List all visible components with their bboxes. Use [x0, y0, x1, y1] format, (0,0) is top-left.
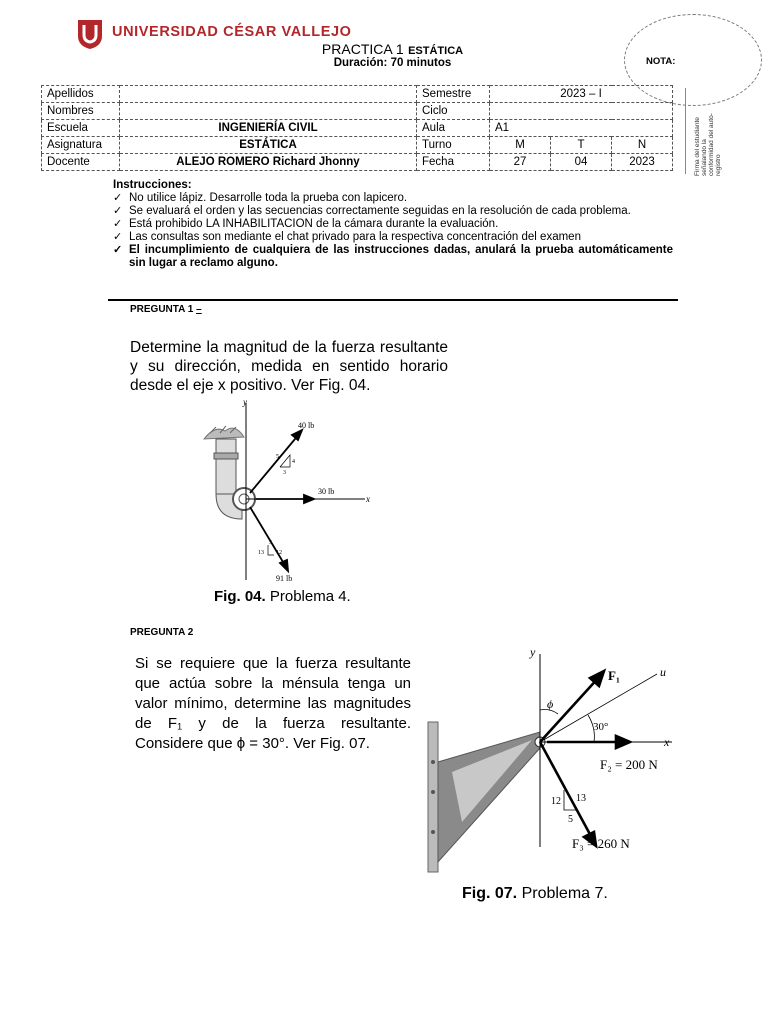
triangle-2-hyp: 13	[258, 550, 264, 556]
value-aula: A1	[490, 120, 673, 137]
question-2-text: Si se requiere que la fuerza resultante que actúa sobre la ménsula tenga un valor mínimo, determine las magnitudes de F₁ y de la fuerza resultante. Considere que ϕ = 30°. Ver Fig. 07.	[135, 655, 411, 752]
label-escuela: Escuela	[42, 120, 120, 137]
force-f2-label: F₂ = 200 N	[600, 757, 658, 772]
force-f1-label: F₁	[608, 668, 620, 683]
input-apellidos[interactable]	[120, 86, 417, 103]
label-apellidos: Apellidos	[42, 86, 120, 103]
label-ciclo: Ciclo	[417, 103, 490, 120]
turno-m: M	[490, 137, 551, 154]
figure-04-caption-bold: Fig. 04.	[214, 588, 266, 605]
triangle-hyp: 13	[576, 793, 586, 804]
student-info-table	[41, 85, 673, 171]
figure-07-caption-text: Problema 7.	[517, 885, 608, 902]
triangle-vert: 12	[551, 796, 561, 807]
ceiling-support	[204, 426, 244, 439]
label-docente: Docente	[42, 154, 120, 171]
y-axis-label: y	[243, 397, 247, 407]
label-semestre: Semestre	[417, 86, 490, 103]
triangle-1-hyp: 5	[276, 454, 279, 460]
figure-07-caption-bold: Fig. 07.	[462, 885, 518, 902]
question-1-dash: –	[196, 304, 202, 315]
triangle-2-long: 12	[276, 550, 282, 556]
question-1-label	[130, 304, 202, 315]
divider	[108, 299, 678, 301]
force-91lb-arrowhead	[280, 560, 288, 571]
angle-30-label: 30°	[593, 721, 609, 733]
exam-duration: Duración: 70 minutos	[333, 57, 452, 69]
force-f3-label: F₃ = 260 N	[572, 836, 630, 851]
instructions	[113, 179, 673, 270]
x-axis-label: x	[664, 735, 670, 749]
value-semestre: 2023 – I	[490, 86, 673, 103]
list-item: ✓ Se evaluará el orden y las secuencias correctamente seguidas en la resolución de cada problema.	[113, 205, 673, 218]
label-aula: Aula	[417, 120, 490, 137]
u-axis-label: u	[660, 665, 666, 679]
instructions-list	[113, 192, 673, 270]
value-escuela: INGENIERÍA CIVIL	[120, 120, 417, 137]
university-shield-icon	[76, 18, 104, 50]
signature-note: Firma del estudiante señalando la conformidad del auto-registro	[694, 113, 722, 176]
phi-label: ϕ	[547, 697, 554, 711]
list-item: ✓ Las consultas son mediante el chat privado para la respectiva concentración del examen	[113, 231, 673, 244]
question-1-text: Determine la magnitud de la fuerza resultante y su dirección, medida en sentido horario desde el eje x positivo. Ver Fig. 04.	[130, 339, 448, 394]
table-row	[42, 120, 673, 137]
question-2-label: PREGUNTA 2	[130, 627, 194, 638]
slope-triangle-1	[280, 455, 290, 467]
grade-label: NOTA:	[646, 56, 676, 67]
triangle-1-vert: 4	[292, 459, 295, 465]
x-axis-label: x	[366, 494, 370, 504]
table-row	[42, 103, 673, 120]
fecha-mes: 04	[551, 154, 612, 171]
table-row	[42, 154, 673, 171]
turno-n: N	[612, 137, 673, 154]
value-docente: ALEJO ROMERO Richard Jhonny	[120, 154, 417, 171]
triangle-horz: 5	[568, 814, 573, 825]
table-row	[42, 86, 673, 103]
force-91lb-label: 91 lb	[276, 574, 293, 583]
label-fecha: Fecha	[417, 154, 490, 171]
exam-title-prefix: PRACTICA 1	[321, 41, 404, 57]
turno-t: T	[551, 137, 612, 154]
university-name: UNIVERSIDAD CÉSAR VALLEJO	[112, 24, 352, 40]
exam-title-course: ESTÁTICA	[408, 45, 464, 57]
force-f3-arrow	[540, 742, 592, 838]
force-30lb-label: 30 lb	[318, 487, 335, 496]
figure-04-caption-text: Problema 4.	[265, 588, 351, 605]
question-1-title: PREGUNTA 1	[130, 304, 194, 315]
fecha-anio: 2023	[612, 154, 673, 171]
fecha-dia: 27	[490, 154, 551, 171]
wall-plate	[428, 722, 438, 872]
figure-07	[402, 632, 692, 882]
list-item: ✓ No utilice lápiz. Desarrolle toda la prueba con lapicero.	[113, 192, 673, 205]
y-axis-label: y	[530, 645, 536, 659]
triangle-1-horz: 3	[283, 470, 286, 476]
force-91lb-arrow	[250, 507, 286, 567]
value-asignatura: ESTÁTICA	[120, 137, 417, 154]
figure-04-caption	[214, 588, 351, 605]
figure-04	[130, 395, 470, 610]
input-ciclo[interactable]	[490, 103, 673, 120]
instructions-heading: Instrucciones:	[113, 179, 192, 191]
list-item: ✓ Está prohibido LA INHABILITACION de la cámara durante la evaluación.	[113, 218, 673, 231]
triangle-2-short: 5	[269, 540, 272, 546]
bracket	[438, 732, 545, 862]
label-turno: Turno	[417, 137, 490, 154]
input-nombres[interactable]	[120, 103, 417, 120]
table-row	[42, 137, 673, 154]
pipe-elbow	[214, 439, 255, 519]
force-f2-arrowhead	[616, 736, 630, 748]
label-asignatura: Asignatura	[42, 137, 120, 154]
list-item: ✓ El incumplimiento de cualquiera de las instrucciones dadas, anulará la prueba automáticamente sin lugar a reclamo alguno.	[113, 244, 673, 270]
force-30lb-arrowhead	[304, 495, 314, 503]
force-40lb-label: 40 lb	[298, 421, 315, 430]
figure-07-caption	[462, 885, 608, 903]
label-nombres: Nombres	[42, 103, 120, 120]
university-logo	[76, 18, 352, 52]
force-40lb-arrowhead	[292, 430, 302, 440]
